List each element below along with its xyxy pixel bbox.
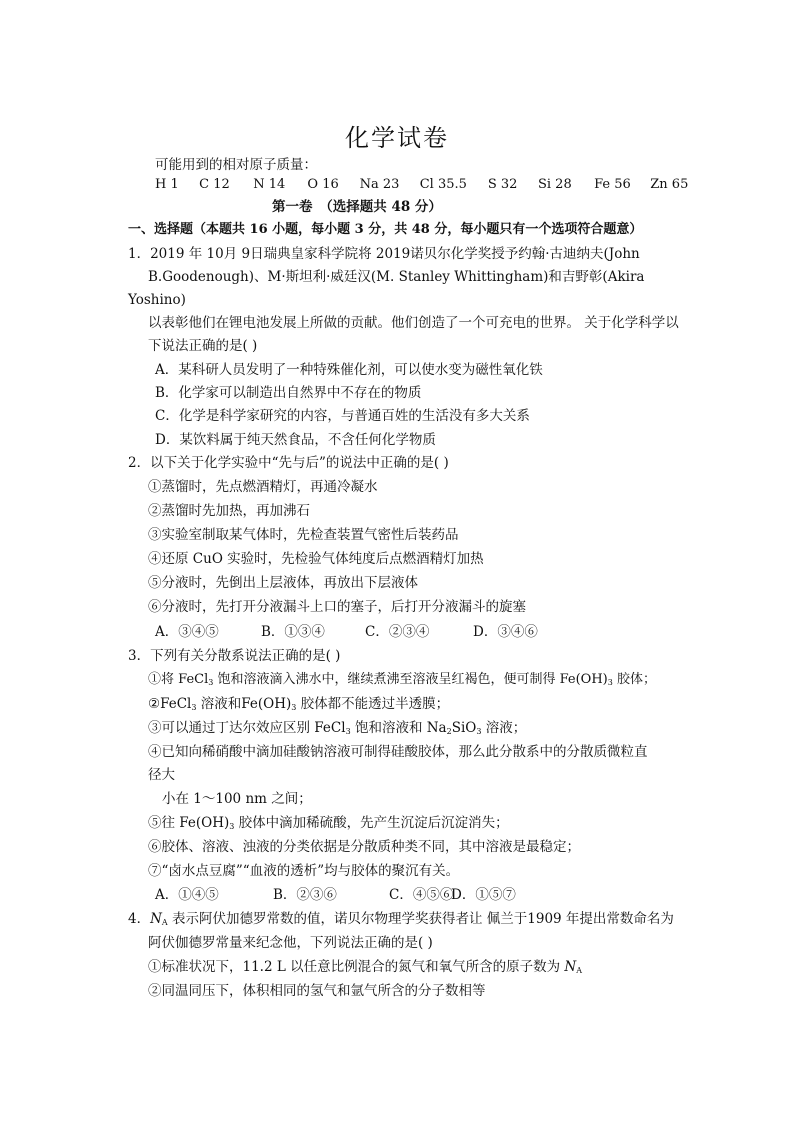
q2-option: A．③④⑤ [155, 624, 219, 640]
q2-stem: 2．以下关于化学实验中“先与后”的说法中正确的是( ) [128, 455, 449, 471]
q2-option: D．③④⑥ [473, 624, 538, 640]
q4-line: 4．$N_A$ 表示阿伏加德罗常数的值，诺贝尔物理学奖获得者让 佩兰于1909 年提出常数命名为 [128, 911, 674, 927]
q2-statement: ⑤分液时，先倒出上层液体，再放出下层液体 [148, 575, 418, 591]
mass-item: S 32 [487, 177, 518, 192]
page-title: 化学试卷 [345, 124, 449, 152]
mass-item: Zn 65 [650, 177, 689, 192]
q4-statement: ①标准状况下，11.2 L 以任意比例混合的氮气和氧气所含的原子数为 $N_A$ [148, 959, 582, 975]
q3-statement: 径大 [148, 767, 175, 783]
q2-statement: ③实验室制取某气体时，先检查装置气密性后装药品 [148, 527, 459, 543]
mass-item: Na 23 [359, 177, 400, 192]
q1-line: 1．2019 年 10月 9日瑞典皇家科学院将 2019诺贝尔化学奖授予约翰·古迪纳夫(John [128, 246, 640, 262]
q3-statement: ④已知向稀硝酸中滴加硅酸钠溶液可制得硅酸胶体，那么此分散系中的分散质微粒直 [148, 744, 648, 760]
q4-line: 阿伏伽德罗常量来纪念他，下列说法正确的是( ) [148, 935, 433, 951]
q1-line: 以表彰他们在锂电池发展上所做的贡献。他们创造了一个可充电的世界。 关于化学科学以 [148, 315, 679, 331]
mass-item: N 14 [253, 177, 286, 192]
q3-option: D．①⑤⑦ [451, 887, 516, 903]
q4-statement: ②同温同压下，体积相同的氢气和氩气所含的分子数相等 [148, 983, 486, 999]
q2-options [155, 623, 538, 641]
q2-statement: ④还原 CuO 实验时，先检验气体纯度后点燃酒精灯加热 [148, 551, 484, 567]
q3-statement: 小在 1～100 nm 之间； [162, 791, 312, 807]
q1-line: B.Goodenough)、M·斯坦利·威廷汉(M. Stanley Whittingham)和吉野彰(Akira [148, 269, 645, 285]
q3-statement: ⑤往 $Fe(OH)_3$ 胶体中滴加稀硫酸，先产生沉淀后沉淀消失； [148, 815, 509, 831]
mass-item: H 1 [155, 177, 179, 192]
q3-option: B．②③⑥ [273, 887, 337, 903]
q1-option-a: A．某科研人员发明了一种特殊催化剂，可以使水变为磁性氧化铁 [155, 362, 543, 378]
q3-statement: ②FeCl$_3$ 溶液和$Fe(OH)_3$ 胶体都不能透过半透膜； [148, 696, 450, 712]
q3-statement: ⑥胶体、溶液、浊液的分类依据是分散质种类不同，其中溶液是最稳定； [148, 839, 580, 855]
mass-item: Cl 35.5 [419, 177, 467, 192]
q3-options [155, 886, 516, 904]
mass-item: Fe 56 [594, 177, 631, 192]
q2-option: B．①③④ [261, 624, 325, 640]
mass-item: Si 28 [537, 177, 572, 192]
q2-option: C．②③④ [365, 624, 430, 640]
masses-label: 可能用到的相对原子质量： [155, 157, 317, 173]
q2-statement: ②蒸馏时先加热，再加沸石 [148, 503, 310, 519]
section-heading: 一、选择题（本题共 16 小题，每小题 3 分，共 48 分，每小题只有一个选项符合题意） [128, 222, 643, 237]
q3-stem: 3．下列有关分散系说法正确的是( ) [128, 648, 341, 664]
q3-statement: ①将 FeCl$_3$ 饱和溶液滴入沸水中，继续煮沸至溶液呈红褐色，便可制得 $Fe(OH)_3$ 胶体； [148, 672, 656, 687]
atomic-masses-row [155, 177, 690, 192]
volume-title: 第一卷 （选择题共 48 分） [272, 199, 442, 215]
q1-option-b: B．化学家可以制造出自然界中不存在的物质 [155, 385, 422, 401]
q3-statement: ⑦“卤水点豆腐”“血液的透析”均与胶体的聚沉有关。 [148, 863, 460, 879]
q1-option-d: D．某饮料属于纯天然食品，不含任何化学物质 [155, 432, 436, 448]
mass-item: O 16 [307, 177, 339, 192]
q1-line: Yoshino) [128, 292, 186, 308]
q3-option: C．④⑤⑥ [389, 887, 454, 903]
q3-statement: ③可以通过丁达尔效应区别 FeCl$_3$ 饱和溶液和 $Na_2SiO_3$ 溶液； [148, 720, 527, 736]
mass-item: C 12 [199, 177, 230, 192]
q3-option: A．①④⑤ [155, 887, 219, 903]
q2-statement: ①蒸馏时，先点燃酒精灯，再通冷凝水 [148, 479, 378, 495]
q1-line: 下说法正确的是( ) [148, 338, 258, 354]
q1-option-c: C．化学是科学家研究的内容，与普通百姓的生活没有多大关系 [155, 408, 530, 424]
q2-statement: ⑥分液时，先打开分液漏斗上口的塞子，后打开分液漏斗的旋塞 [148, 599, 526, 615]
